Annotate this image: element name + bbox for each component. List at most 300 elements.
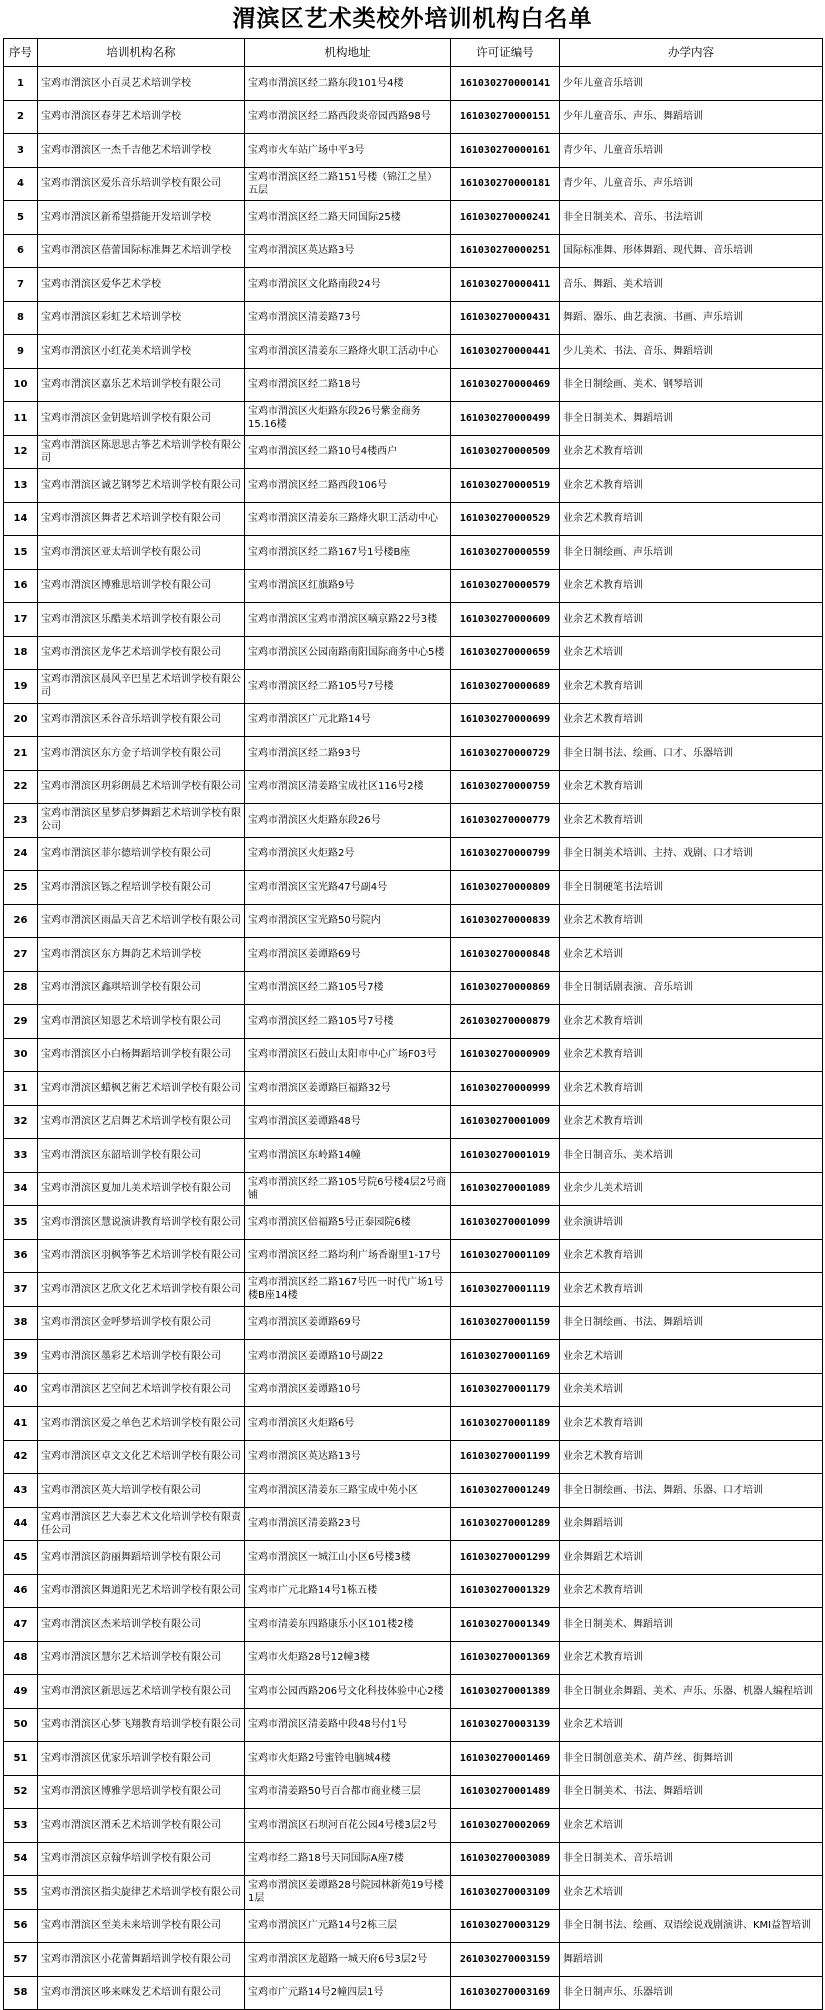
institution-name-cell: 宝鸡市渭滨区艺启舞艺术培训学校有限公司 (38, 1105, 245, 1139)
training-content-cell: 非全日制美术、舞蹈培训 (560, 402, 823, 436)
institution-name-cell: 宝鸡市渭滨区金钥匙培训学校有限公司 (38, 402, 245, 436)
training-content-cell: 业余艺术教育培训 (560, 1038, 823, 1072)
license-number-cell: 161030270001489 (451, 1775, 560, 1809)
institution-address-cell: 宝鸡市渭滨区清姜路中段48号付1号 (245, 1708, 451, 1742)
table-row (4, 1574, 823, 1608)
institution-name-cell: 宝鸡市渭滨区爱乐音乐培训学校有限公司 (38, 167, 245, 201)
serial-number-cell: 58 (4, 1976, 38, 2010)
table-row (4, 134, 823, 168)
serial-number-cell: 27 (4, 938, 38, 972)
license-number-cell: 161030270003109 (451, 1876, 560, 1910)
training-content-cell: 非全日制书法、绘画、口才、乐器培训 (560, 737, 823, 771)
table-row (4, 1105, 823, 1139)
serial-number-cell: 28 (4, 971, 38, 1005)
serial-number-cell: 47 (4, 1608, 38, 1642)
table-row (4, 1943, 823, 1977)
institution-address-cell: 宝鸡市广元北路14号1栋五楼 (245, 1574, 451, 1608)
table-row (4, 1340, 823, 1374)
serial-number-cell: 39 (4, 1340, 38, 1374)
serial-number-cell: 56 (4, 1909, 38, 1943)
license-number-cell: 161030270001289 (451, 1507, 560, 1541)
license-number-cell: 161030270000559 (451, 536, 560, 570)
institution-name-cell: 宝鸡市渭滨区彩虹艺术培训学校 (38, 301, 245, 335)
header-training-content: 办学内容 (560, 39, 823, 67)
table-row (4, 1172, 823, 1206)
institution-address-cell: 宝鸡市渭滨区经二路105号7楼 (245, 971, 451, 1005)
institution-address-cell: 宝鸡市渭滨区石鼓山太阳市中心广场F03号 (245, 1038, 451, 1072)
institution-address-cell: 宝鸡市渭滨区倍福路5号正泰园院6楼 (245, 1206, 451, 1240)
training-content-cell: 业余艺术教育培训 (560, 435, 823, 469)
training-content-cell: 业余艺术培训 (560, 1708, 823, 1742)
serial-number-cell: 43 (4, 1474, 38, 1508)
serial-number-cell: 5 (4, 201, 38, 235)
training-content-cell: 业余舞蹈培训 (560, 1507, 823, 1541)
serial-number-cell: 36 (4, 1239, 38, 1273)
training-content-cell: 业余艺术培训 (560, 1876, 823, 1910)
institution-name-cell: 宝鸡市渭滨区乐酷美术培训学校有限公司 (38, 603, 245, 637)
institution-name-cell: 宝鸡市渭滨区春芽艺术培训学校 (38, 100, 245, 134)
serial-number-cell: 7 (4, 268, 38, 302)
serial-number-cell: 21 (4, 737, 38, 771)
whitelist-table (3, 38, 823, 2010)
table-row (4, 603, 823, 637)
license-number-cell: 161030270001019 (451, 1139, 560, 1173)
table-row (4, 100, 823, 134)
license-number-cell: 161030270000141 (451, 67, 560, 101)
serial-number-cell: 57 (4, 1943, 38, 1977)
institution-address-cell: 宝鸡市渭滨区英达路13号 (245, 1440, 451, 1474)
table-row (4, 804, 823, 838)
institution-address-cell: 宝鸡市火炬路2号蜜铃电脑城4楼 (245, 1742, 451, 1776)
serial-number-cell: 10 (4, 368, 38, 402)
serial-number-cell: 11 (4, 402, 38, 436)
serial-number-cell: 12 (4, 435, 38, 469)
institution-name-cell: 宝鸡市渭滨区哆来咪发艺术培训有限公司 (38, 1976, 245, 2010)
serial-number-cell: 49 (4, 1675, 38, 1709)
license-number-cell: 161030270000509 (451, 435, 560, 469)
institution-name-cell: 宝鸡市渭滨区艺欣文化艺术培训学校有限公司 (38, 1273, 245, 1307)
institution-address-cell: 宝鸡市渭滨区火炬路2号 (245, 837, 451, 871)
license-number-cell: 161030270000809 (451, 871, 560, 905)
license-number-cell: 161030270000779 (451, 804, 560, 838)
institution-address-cell: 宝鸡市渭滨区宝光路47号副4号 (245, 871, 451, 905)
institution-name-cell: 宝鸡市渭滨区铄之程培训学校有限公司 (38, 871, 245, 905)
serial-number-cell: 54 (4, 1842, 38, 1876)
institution-name-cell: 宝鸡市渭滨区小红花美术培训学校 (38, 335, 245, 369)
table-row (4, 1909, 823, 1943)
institution-name-cell: 宝鸡市渭滨区渭禾艺术培训学校有限公司 (38, 1809, 245, 1843)
table-row (4, 569, 823, 603)
license-number-cell: 161030270001009 (451, 1105, 560, 1139)
table-row (4, 871, 823, 905)
license-number-cell: 161030270001389 (451, 1675, 560, 1709)
training-content-cell: 少儿美术、书法、音乐、舞蹈培训 (560, 335, 823, 369)
training-content-cell: 业余舞蹈艺术培训 (560, 1541, 823, 1575)
institution-name-cell: 宝鸡市渭滨区爱之单色艺术培训学校有限公司 (38, 1407, 245, 1441)
institution-name-cell: 宝鸡市渭滨区金呼梦培训学校有限公司 (38, 1306, 245, 1340)
institution-address-cell: 宝鸡市渭滨区火炬路6号 (245, 1407, 451, 1441)
license-number-cell: 161030270003169 (451, 1976, 560, 2010)
institution-address-cell: 宝鸡市渭滨区宝鸡市渭滨区嘀京路22号3楼 (245, 603, 451, 637)
table-header-row (4, 39, 823, 67)
license-number-cell: 161030270001169 (451, 1340, 560, 1374)
serial-number-cell: 37 (4, 1273, 38, 1307)
training-content-cell: 舞蹈、器乐、曲艺表演、书画、声乐培训 (560, 301, 823, 335)
training-content-cell: 业余艺术教育培训 (560, 1105, 823, 1139)
table-row (4, 1876, 823, 1910)
training-content-cell: 业余演讲培训 (560, 1206, 823, 1240)
license-number-cell: 161030270000909 (451, 1038, 560, 1072)
table-row (4, 201, 823, 235)
training-content-cell: 非全日制绘画、美术、钢琴培训 (560, 368, 823, 402)
institution-name-cell: 宝鸡市渭滨区卓文文化艺术培训学校有限公司 (38, 1440, 245, 1474)
header-institution-name: 培训机构名称 (38, 39, 245, 67)
table-row (4, 1608, 823, 1642)
training-content-cell: 业余艺术教育培训 (560, 904, 823, 938)
institution-address-cell: 宝鸡市渭滨区清姜路宝成社区116号2楼 (245, 770, 451, 804)
training-content-cell: 非全日制业余舞蹈、美术、声乐、乐器、机器人编程培训 (560, 1675, 823, 1709)
license-number-cell: 161030270000151 (451, 100, 560, 134)
training-content-cell: 业余艺术教育培训 (560, 1273, 823, 1307)
institution-address-cell: 宝鸡市渭滨区广元北路14号 (245, 703, 451, 737)
institution-address-cell: 宝鸡市渭滨区姜谭路48号 (245, 1105, 451, 1139)
training-content-cell: 非全日制创意美术、葫芦丝、街舞培训 (560, 1742, 823, 1776)
training-content-cell: 非全日制话剧表演、音乐培训 (560, 971, 823, 1005)
institution-address-cell: 宝鸡市渭滨区东岭路14幢 (245, 1139, 451, 1173)
institution-address-cell: 宝鸡市渭滨区经二路105号院6号楼4层2号商铺 (245, 1172, 451, 1206)
table-row (4, 435, 823, 469)
serial-number-cell: 40 (4, 1373, 38, 1407)
table-row (4, 268, 823, 302)
table-row (4, 1842, 823, 1876)
license-number-cell: 161030270000519 (451, 469, 560, 503)
institution-address-cell: 宝鸡市火炬路28号12幢3楼 (245, 1641, 451, 1675)
institution-address-cell: 宝鸡市渭滨区石坝河百花公园4号楼3层2号 (245, 1809, 451, 1843)
license-number-cell: 161030270000161 (451, 134, 560, 168)
table-row (4, 1306, 823, 1340)
institution-name-cell: 宝鸡市渭滨区亚太培训学校有限公司 (38, 536, 245, 570)
institution-address-cell: 宝鸡市经二路18号天同国际A座7楼 (245, 1842, 451, 1876)
license-number-cell: 161030270001369 (451, 1641, 560, 1675)
serial-number-cell: 26 (4, 904, 38, 938)
table-row (4, 1440, 823, 1474)
table-row (4, 938, 823, 972)
serial-number-cell: 3 (4, 134, 38, 168)
institution-name-cell: 宝鸡市渭滨区英大培训学校有限公司 (38, 1474, 245, 1508)
training-content-cell: 业余艺术教育培训 (560, 1239, 823, 1273)
serial-number-cell: 9 (4, 335, 38, 369)
training-content-cell: 非全日制美术、音乐、书法培训 (560, 201, 823, 235)
institution-name-cell: 宝鸡市渭滨区陈思思古筝艺术培训学校有限公司 (38, 435, 245, 469)
table-row (4, 502, 823, 536)
institution-address-cell: 宝鸡市渭滨区公园南路南阳国际商务中心5楼 (245, 636, 451, 670)
serial-number-cell: 48 (4, 1641, 38, 1675)
license-number-cell: 161030270001249 (451, 1474, 560, 1508)
training-content-cell: 业余艺术培训 (560, 636, 823, 670)
table-row (4, 1139, 823, 1173)
serial-number-cell: 2 (4, 100, 38, 134)
table-row (4, 1742, 823, 1776)
license-number-cell: 261030270000879 (451, 1005, 560, 1039)
table-row (4, 670, 823, 704)
institution-address-cell: 宝鸡市渭滨区经二路西段106号 (245, 469, 451, 503)
institution-name-cell: 宝鸡市渭滨区优家乐培训学校有限公司 (38, 1742, 245, 1776)
table-row (4, 469, 823, 503)
training-content-cell: 业余艺术教育培训 (560, 1005, 823, 1039)
institution-name-cell: 宝鸡市渭滨区禾谷音乐培训学校有限公司 (38, 703, 245, 737)
institution-name-cell: 宝鸡市渭滨区韵丽舞蹈培训学校有限公司 (38, 1541, 245, 1575)
institution-address-cell: 宝鸡市渭滨区姜谭路10号副22 (245, 1340, 451, 1374)
training-content-cell: 业余艺术教育培训 (560, 1072, 823, 1106)
license-number-cell: 161030270000441 (451, 335, 560, 369)
table-row (4, 1809, 823, 1843)
institution-address-cell: 宝鸡市渭滨区清姜路23号 (245, 1507, 451, 1541)
table-row (4, 1038, 823, 1072)
training-content-cell: 业余艺术教育培训 (560, 1407, 823, 1441)
training-content-cell: 音乐、舞蹈、美术培训 (560, 268, 823, 302)
institution-name-cell: 宝鸡市渭滨区博雅思培训学校有限公司 (38, 569, 245, 603)
institution-address-cell: 宝鸡市渭滨区经二路93号 (245, 737, 451, 771)
table-row (4, 167, 823, 201)
table-row (4, 837, 823, 871)
serial-number-cell: 35 (4, 1206, 38, 1240)
license-number-cell: 161030270000999 (451, 1072, 560, 1106)
license-number-cell: 161030270002069 (451, 1809, 560, 1843)
training-content-cell: 非全日制绘画、书法、舞蹈、乐器、口才培训 (560, 1474, 823, 1508)
training-content-cell: 非全日制音乐、美术培训 (560, 1139, 823, 1173)
training-content-cell: 少年儿童音乐、声乐、舞蹈培训 (560, 100, 823, 134)
license-number-cell: 161030270001189 (451, 1407, 560, 1441)
institution-address-cell: 宝鸡市渭滨区姜谭路69号 (245, 938, 451, 972)
table-row (4, 1239, 823, 1273)
table-row (4, 1273, 823, 1307)
license-number-cell: 161030270001299 (451, 1541, 560, 1575)
serial-number-cell: 30 (4, 1038, 38, 1072)
institution-name-cell: 宝鸡市渭滨区博雅学思培训学校有限公司 (38, 1775, 245, 1809)
table-row (4, 368, 823, 402)
license-number-cell: 161030270001159 (451, 1306, 560, 1340)
institution-name-cell: 宝鸡市渭滨区菲尔德培训学校有限公司 (38, 837, 245, 871)
institution-name-cell: 宝鸡市渭滨区京翰华培训学校有限公司 (38, 1842, 245, 1876)
license-number-cell: 161030270001089 (451, 1172, 560, 1206)
serial-number-cell: 45 (4, 1541, 38, 1575)
serial-number-cell: 55 (4, 1876, 38, 1910)
table-row (4, 536, 823, 570)
training-content-cell: 业余艺术教育培训 (560, 804, 823, 838)
table-row (4, 636, 823, 670)
institution-name-cell: 宝鸡市渭滨区星梦启梦舞蹈艺术培训学校有限公司 (38, 804, 245, 838)
table-body (4, 67, 823, 2010)
serial-number-cell: 23 (4, 804, 38, 838)
header-license-number: 许可证编号 (451, 39, 560, 67)
license-number-cell: 161030270000181 (451, 167, 560, 201)
license-number-cell: 161030270001349 (451, 1608, 560, 1642)
header-serial-number: 序号 (4, 39, 38, 67)
institution-address-cell: 宝鸡市渭滨区红旗路9号 (245, 569, 451, 603)
institution-name-cell: 宝鸡市渭滨区艺大泰艺术文化培训学校有限责任公司 (38, 1507, 245, 1541)
license-number-cell: 161030270000529 (451, 502, 560, 536)
institution-address-cell: 宝鸡市渭滨区宝光路50号院内 (245, 904, 451, 938)
institution-address-cell: 宝鸡市渭滨区经二路东段101号4楼 (245, 67, 451, 101)
training-content-cell: 非全日制美术、音乐培训 (560, 1842, 823, 1876)
serial-number-cell: 16 (4, 569, 38, 603)
institution-name-cell: 宝鸡市渭滨区龙华艺术培训学校有限公司 (38, 636, 245, 670)
license-number-cell: 161030270000411 (451, 268, 560, 302)
license-number-cell: 161030270000848 (451, 938, 560, 972)
institution-address-cell: 宝鸡市渭滨区姜谭路10号 (245, 1373, 451, 1407)
institution-address-cell: 宝鸡市清姜东四路康乐小区101楼2楼 (245, 1608, 451, 1642)
institution-address-cell: 宝鸡市渭滨区清姜东三路烽火职工活动中心 (245, 335, 451, 369)
serial-number-cell: 44 (4, 1507, 38, 1541)
training-content-cell: 业余艺术培训 (560, 1340, 823, 1374)
institution-address-cell: 宝鸡市渭滨区姜谭路69号 (245, 1306, 451, 1340)
institution-name-cell: 宝鸡市渭滨区知恩艺术培训学校有限公司 (38, 1005, 245, 1039)
serial-number-cell: 29 (4, 1005, 38, 1039)
license-number-cell: 161030270000659 (451, 636, 560, 670)
serial-number-cell: 15 (4, 536, 38, 570)
institution-name-cell: 宝鸡市渭滨区蜡枫艺術艺术培训学校有限公司 (38, 1072, 245, 1106)
serial-number-cell: 31 (4, 1072, 38, 1106)
serial-number-cell: 24 (4, 837, 38, 871)
training-content-cell: 青少年、儿童音乐培训 (560, 134, 823, 168)
institution-address-cell: 宝鸡市渭滨区火炬路东段26号紫金商务15.16楼 (245, 402, 451, 436)
training-content-cell: 业余艺术教育培训 (560, 569, 823, 603)
table-row (4, 1005, 823, 1039)
serial-number-cell: 1 (4, 67, 38, 101)
license-number-cell: 161030270000609 (451, 603, 560, 637)
license-number-cell: 161030270000699 (451, 703, 560, 737)
institution-name-cell: 宝鸡市渭滨区杰米培训学校有限公司 (38, 1608, 245, 1642)
training-content-cell: 非全日制美术、舞蹈培训 (560, 1608, 823, 1642)
license-number-cell: 161030270000579 (451, 569, 560, 603)
training-content-cell: 业余艺术教育培训 (560, 670, 823, 704)
table-row (4, 971, 823, 1005)
serial-number-cell: 52 (4, 1775, 38, 1809)
institution-address-cell: 宝鸡市渭滨区清姜东三路宝成中苑小区 (245, 1474, 451, 1508)
table-row (4, 1708, 823, 1742)
license-number-cell: 161030270000241 (451, 201, 560, 235)
institution-name-cell: 宝鸡市渭滨区晨风辛巴星艺术培训学校有限公司 (38, 670, 245, 704)
institution-name-cell: 宝鸡市渭滨区鑫琪培训学校有限公司 (38, 971, 245, 1005)
serial-number-cell: 33 (4, 1139, 38, 1173)
institution-address-cell: 宝鸡市广元路14号2幢四层1号 (245, 1976, 451, 2010)
institution-name-cell: 宝鸡市渭滨区东韶培训学校有限公司 (38, 1139, 245, 1173)
training-content-cell: 非全日制绘画、声乐培训 (560, 536, 823, 570)
training-content-cell: 业余艺术教育培训 (560, 1641, 823, 1675)
serial-number-cell: 34 (4, 1172, 38, 1206)
training-content-cell: 非全日制美术、书法、舞蹈培训 (560, 1775, 823, 1809)
institution-name-cell: 宝鸡市渭滨区蓓蕾国际标准舞艺术培训学校 (38, 234, 245, 268)
institution-address-cell: 宝鸡市渭滨区龙超路一城天府6号3层2号 (245, 1943, 451, 1977)
serial-number-cell: 17 (4, 603, 38, 637)
training-content-cell: 业余艺术教育培训 (560, 469, 823, 503)
table-row (4, 1072, 823, 1106)
institution-name-cell: 宝鸡市渭滨区心梦飞翔教育培训学校有限公司 (38, 1708, 245, 1742)
institution-name-cell: 宝鸡市渭滨区慧说演讲教育培训学校有限公司 (38, 1206, 245, 1240)
table-row (4, 703, 823, 737)
training-content-cell: 业余艺术教育培训 (560, 703, 823, 737)
license-number-cell: 161030270000729 (451, 737, 560, 771)
institution-address-cell: 宝鸡市渭滨区清姜东三路烽火职工活动中心 (245, 502, 451, 536)
table-row (4, 1641, 823, 1675)
institution-address-cell: 宝鸡市渭滨区经二路18号 (245, 368, 451, 402)
institution-name-cell: 宝鸡市渭滨区慧尔艺术培训学校有限公司 (38, 1641, 245, 1675)
institution-name-cell: 宝鸡市渭滨区小白杨舞蹈培训学校有限公司 (38, 1038, 245, 1072)
institution-name-cell: 宝鸡市渭滨区新希望搭能开发培训学校 (38, 201, 245, 235)
institution-name-cell: 宝鸡市渭滨区小百灵艺术培训学校 (38, 67, 245, 101)
serial-number-cell: 20 (4, 703, 38, 737)
institution-name-cell: 宝鸡市渭滨区舞道阳光艺术培训学校有限公司 (38, 1574, 245, 1608)
institution-name-cell: 宝鸡市渭滨区东方舞韵艺术培训学校 (38, 938, 245, 972)
license-number-cell: 161030270000689 (451, 670, 560, 704)
license-number-cell: 161030270000799 (451, 837, 560, 871)
institution-address-cell: 宝鸡市火车站广场中平3号 (245, 134, 451, 168)
training-content-cell: 业余艺术教育培训 (560, 1440, 823, 1474)
table-row (4, 1507, 823, 1541)
institution-address-cell: 宝鸡市渭滨区经二路167号匹一时代广场1号楼B座14楼 (245, 1273, 451, 1307)
serial-number-cell: 4 (4, 167, 38, 201)
serial-number-cell: 14 (4, 502, 38, 536)
license-number-cell: 161030270001329 (451, 1574, 560, 1608)
training-content-cell: 业余艺术教育培训 (560, 502, 823, 536)
institution-name-cell: 宝鸡市渭滨区玥彩朗晨艺术培训学校有限公司 (38, 770, 245, 804)
institution-address-cell: 宝鸡市渭滨区经二路西段炎帝园西路98号 (245, 100, 451, 134)
table-row (4, 1373, 823, 1407)
license-number-cell: 161030270000759 (451, 770, 560, 804)
institution-name-cell: 宝鸡市渭滨区一杰千吉他艺术培训学校 (38, 134, 245, 168)
training-content-cell: 业余艺术教育培训 (560, 1574, 823, 1608)
training-content-cell: 青少年、儿童音乐、声乐培训 (560, 167, 823, 201)
training-content-cell: 业余少儿美术培训 (560, 1172, 823, 1206)
institution-name-cell: 宝鸡市渭滨区指尖旋律艺术培训学校有限公司 (38, 1876, 245, 1910)
table-row (4, 301, 823, 335)
institution-name-cell: 宝鸡市渭滨区夏加儿美术培训学校有限公司 (38, 1172, 245, 1206)
document-title: 渭滨区艺术类校外培训机构白名单 (232, 5, 593, 32)
license-number-cell: 161030270001469 (451, 1742, 560, 1776)
institution-address-cell: 宝鸡市公园西路206号文化科技体验中心2楼 (245, 1675, 451, 1709)
institution-name-cell: 宝鸡市渭滨区东方金子培训学校有限公司 (38, 737, 245, 771)
serial-number-cell: 42 (4, 1440, 38, 1474)
serial-number-cell: 53 (4, 1809, 38, 1843)
serial-number-cell: 51 (4, 1742, 38, 1776)
serial-number-cell: 6 (4, 234, 38, 268)
license-number-cell: 161030270001099 (451, 1206, 560, 1240)
license-number-cell: 161030270000839 (451, 904, 560, 938)
institution-address-cell: 宝鸡市渭滨区经二路167号1号楼B座 (245, 536, 451, 570)
institution-address-cell: 宝鸡市渭滨区清姜路73号 (245, 301, 451, 335)
serial-number-cell: 41 (4, 1407, 38, 1441)
table-row (4, 1675, 823, 1709)
table-row (4, 737, 823, 771)
table-row (4, 1206, 823, 1240)
institution-address-cell: 宝鸡市渭滨区经二路天同国际25楼 (245, 201, 451, 235)
license-number-cell: 161030270000251 (451, 234, 560, 268)
license-number-cell: 161030270001119 (451, 1273, 560, 1307)
header-institution-address: 机构地址 (245, 39, 451, 67)
institution-name-cell: 宝鸡市渭滨区艺空间艺术培训学校有限公司 (38, 1373, 245, 1407)
institution-name-cell: 宝鸡市渭滨区至美未来培训学校有限公司 (38, 1909, 245, 1943)
institution-address-cell: 宝鸡市渭滨区经二路均利广场香谢里1-17号 (245, 1239, 451, 1273)
institution-address-cell: 宝鸡市渭滨区一城江山小区6号楼3楼 (245, 1541, 451, 1575)
license-number-cell: 161030270003129 (451, 1909, 560, 1943)
license-number-cell: 161030270001179 (451, 1373, 560, 1407)
institution-name-cell: 宝鸡市渭滨区雨晶天音艺术培训学校有限公司 (38, 904, 245, 938)
table-row (4, 1775, 823, 1809)
serial-number-cell: 46 (4, 1574, 38, 1608)
license-number-cell: 161030270000499 (451, 402, 560, 436)
institution-name-cell: 宝鸡市渭滨区嘉乐艺术培训学校有限公司 (38, 368, 245, 402)
license-number-cell: 161030270003089 (451, 1842, 560, 1876)
